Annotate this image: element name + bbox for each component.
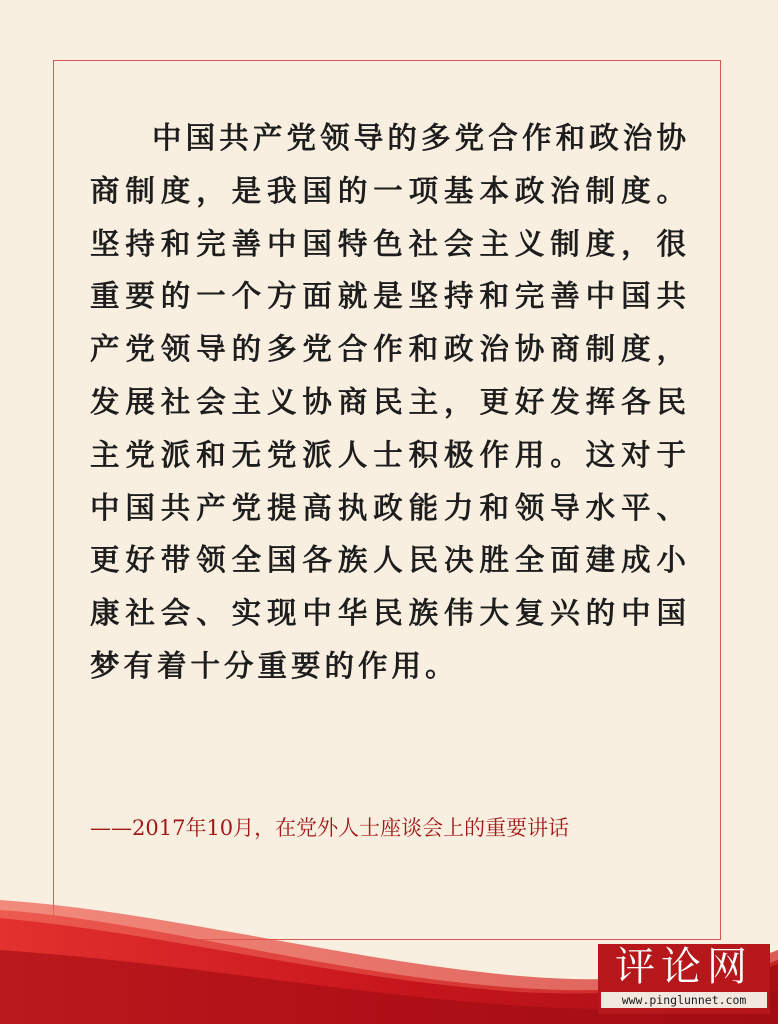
logo-title: 评论网	[615, 944, 753, 990]
logo-url: www.pinglunnet.com	[601, 992, 767, 1008]
quote-body: 中国共产党领导的多党合作和政治协商制度，是我国的一项基本政治制度。坚持和完善中国特色社会主义制度，很重要的一个方面就是坚持和完善中国共产党领导的多党合作和政治协商制度，发展社会主义协商民主，更好发挥各民主党派和无党派人士积极作用。这对于中国共产党提高执政能力和领导水平、更好带领全国各族人民决胜全面建成小康社会、实现中华民族伟大复兴的中国梦有着十分重要的作用。	[90, 121, 690, 683]
site-logo	[598, 944, 770, 1014]
quote-source: ——2017年10月，在党外人士座谈会上的重要讲话	[90, 816, 570, 840]
